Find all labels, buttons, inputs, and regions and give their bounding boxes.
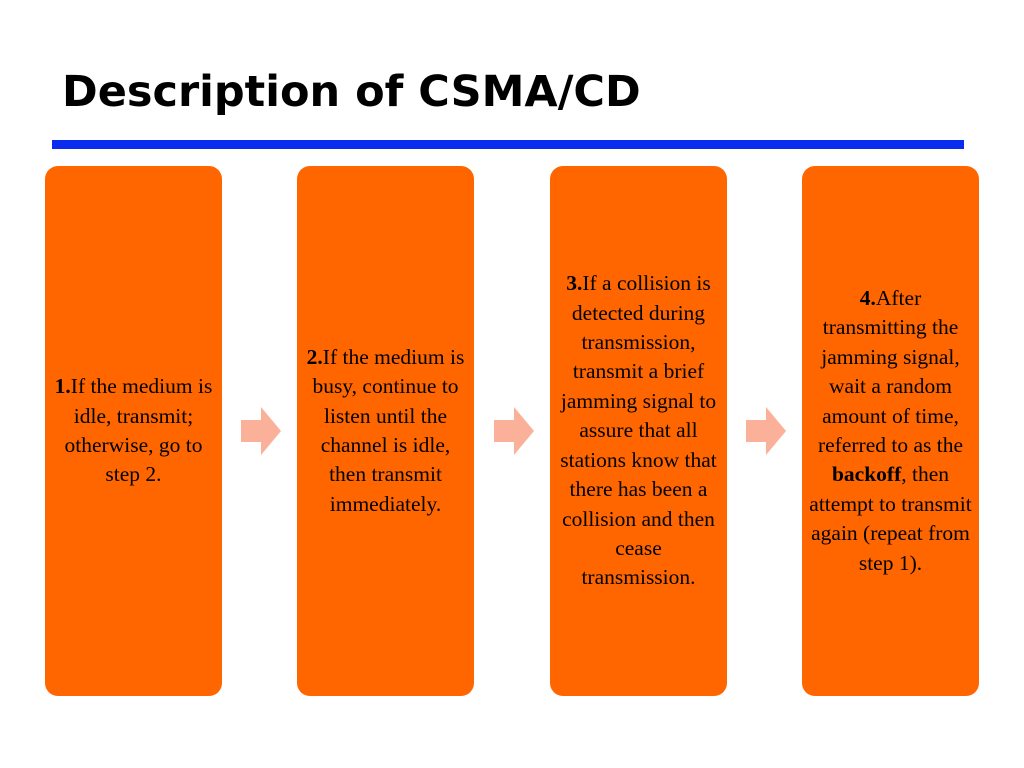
step-4-box bbox=[802, 166, 979, 696]
step-1-number: 1. bbox=[54, 374, 71, 399]
step-2-text bbox=[303, 343, 468, 519]
right-arrow-icon bbox=[746, 407, 786, 455]
step-4-text bbox=[808, 284, 973, 578]
step-1-body: If the medium is idle, transmit; otherwise, go to step 2. bbox=[64, 374, 213, 487]
step-2-body: If the medium is busy, continue to listen until the channel is idle, then transmit immediately. bbox=[312, 344, 465, 516]
step-1-text bbox=[51, 372, 216, 490]
step-3-number: 3. bbox=[566, 271, 583, 296]
step-4-body-end: , then attempt to transmit again (repeat from step 1). bbox=[809, 462, 972, 575]
step-2-number: 2. bbox=[306, 344, 323, 369]
step-3-box bbox=[550, 166, 727, 696]
right-arrow-icon bbox=[241, 407, 281, 455]
step-4-body-start: After transmitting the jamming signal, wait a random amount of time, referred to as the bbox=[817, 285, 964, 457]
step-1-box bbox=[45, 166, 222, 696]
step-4-number: 4. bbox=[859, 285, 876, 310]
step-3-body: If a collision is detected during transmission, transmit a brief jamming signal to assure that all stations know that there has been a collision and then cease transmission. bbox=[560, 271, 717, 590]
step-4-backoff-term: backoff bbox=[831, 462, 902, 487]
right-arrow-icon bbox=[494, 407, 534, 455]
step-2-box bbox=[297, 166, 474, 696]
step-3-text bbox=[556, 269, 721, 592]
title-underline bbox=[52, 140, 964, 149]
slide-title: Description of CSMA/CD bbox=[62, 67, 641, 117]
